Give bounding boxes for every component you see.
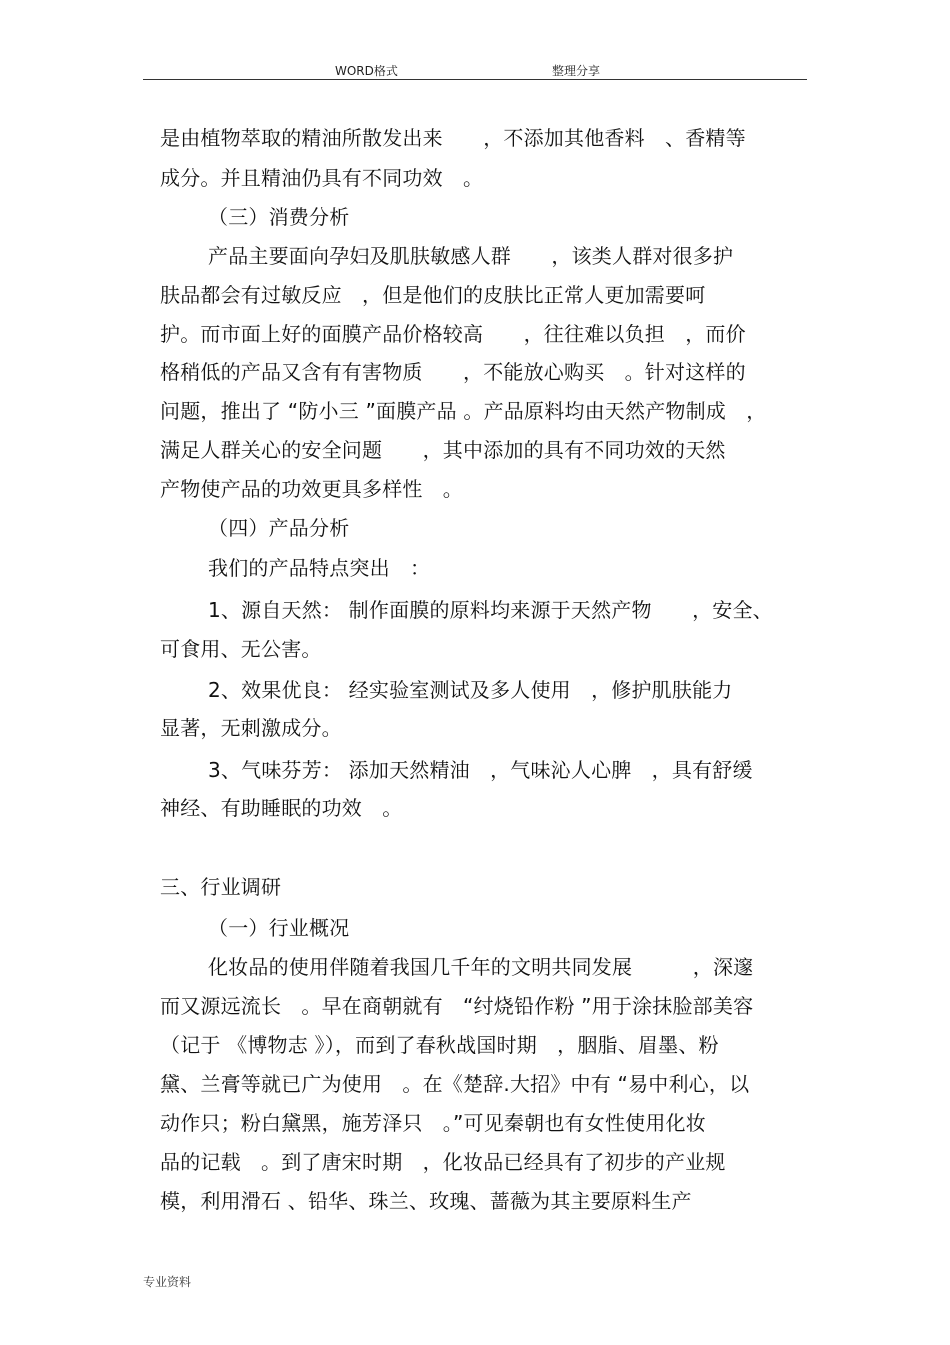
text-line: 动作只；粉白黛黑，施芳泽只 。”可见秦朝也有女性使用化妆 bbox=[160, 1111, 706, 1135]
text-line: 护。而市面上好的面膜产品价格较高 ，往往难以负担 ，而价 bbox=[160, 322, 746, 346]
text-line: 品的记载 。到了唐宋时期 ，化妆品已经具有了初步的产业规 bbox=[160, 1150, 726, 1174]
footer-label: 专业资料 bbox=[143, 1275, 192, 1289]
text-line: 产品主要面向孕妇及肌肤敏感人群 ，该类人群对很多护 bbox=[208, 244, 734, 268]
text-line: 问题，推出了 “防小三 ”面膜产品 。产品原料均由天然产物制成 ， bbox=[160, 399, 767, 423]
text-line: 格稍低的产品又含有有害物质 ，不能放心购买 。针对这样的 bbox=[160, 360, 746, 384]
text-line: 是由植物萃取的精油所散发出来 ，不添加其他香料 、香精等 bbox=[160, 126, 746, 150]
text-line: 显著，无刺激成分。 bbox=[160, 716, 342, 740]
list-item: 2、效果优良： 经实验室测试及多人使用 ，修护肌肤能力 bbox=[208, 678, 733, 702]
section-heading: （一）行业概况 bbox=[208, 916, 350, 940]
text-line: 满足人群关心的安全问题 ，其中添加的具有不同功效的天然 bbox=[160, 438, 726, 462]
header-right-text: 整理分享 bbox=[552, 64, 601, 78]
text-line: 神经、有助睡眠的功效 。 bbox=[160, 796, 403, 820]
text-line: 模，利用滑石 、铅华、珠兰、玫瑰、蔷薇为其主要原料生产 bbox=[160, 1189, 692, 1213]
header-left-text: WORD格式 bbox=[335, 64, 398, 78]
text-line: 产物使产品的功效更具多样性 。 bbox=[160, 477, 463, 501]
text-line: （记于 《博物志 》），而到了春秋战国时期 ，胭脂、眉墨、粉 bbox=[160, 1033, 719, 1057]
list-item: 1、源自天然： 制作面膜的原料均来源于天然产物 ，安全、 bbox=[208, 598, 773, 622]
section-heading: （四）产品分析 bbox=[208, 516, 350, 540]
text-line: 成分。并且精油仍具有不同功效 。 bbox=[160, 166, 484, 190]
text-line: 黛、兰膏等就已广为使用 。在《楚辞.大招》中有 “易中利心，以 bbox=[160, 1072, 750, 1096]
text-line: 肤品都会有过敏反应 ，但是他们的皮肤比正常人更加需要呵 bbox=[160, 283, 706, 307]
section-heading: 三、行业调研 bbox=[160, 875, 282, 899]
text-line: 可食用、无公害。 bbox=[160, 637, 322, 661]
list-item: 3、气味芬芳： 添加天然精油 ，气味沁人心脾 ，具有舒缓 bbox=[208, 758, 753, 782]
header-rule bbox=[143, 79, 807, 80]
text-line: 而又源远流长 。早在商朝就有 “纣烧铅作粉 ”用于涂抹脸部美容 bbox=[160, 994, 754, 1018]
text-line: 我们的产品特点突出 ： bbox=[208, 556, 431, 580]
text-line: 化妆品的使用伴随着我国几千年的文明共同发展 ，深邃 bbox=[208, 955, 754, 979]
section-heading: （三）消费分析 bbox=[208, 205, 350, 229]
page-header bbox=[0, 0, 950, 80]
